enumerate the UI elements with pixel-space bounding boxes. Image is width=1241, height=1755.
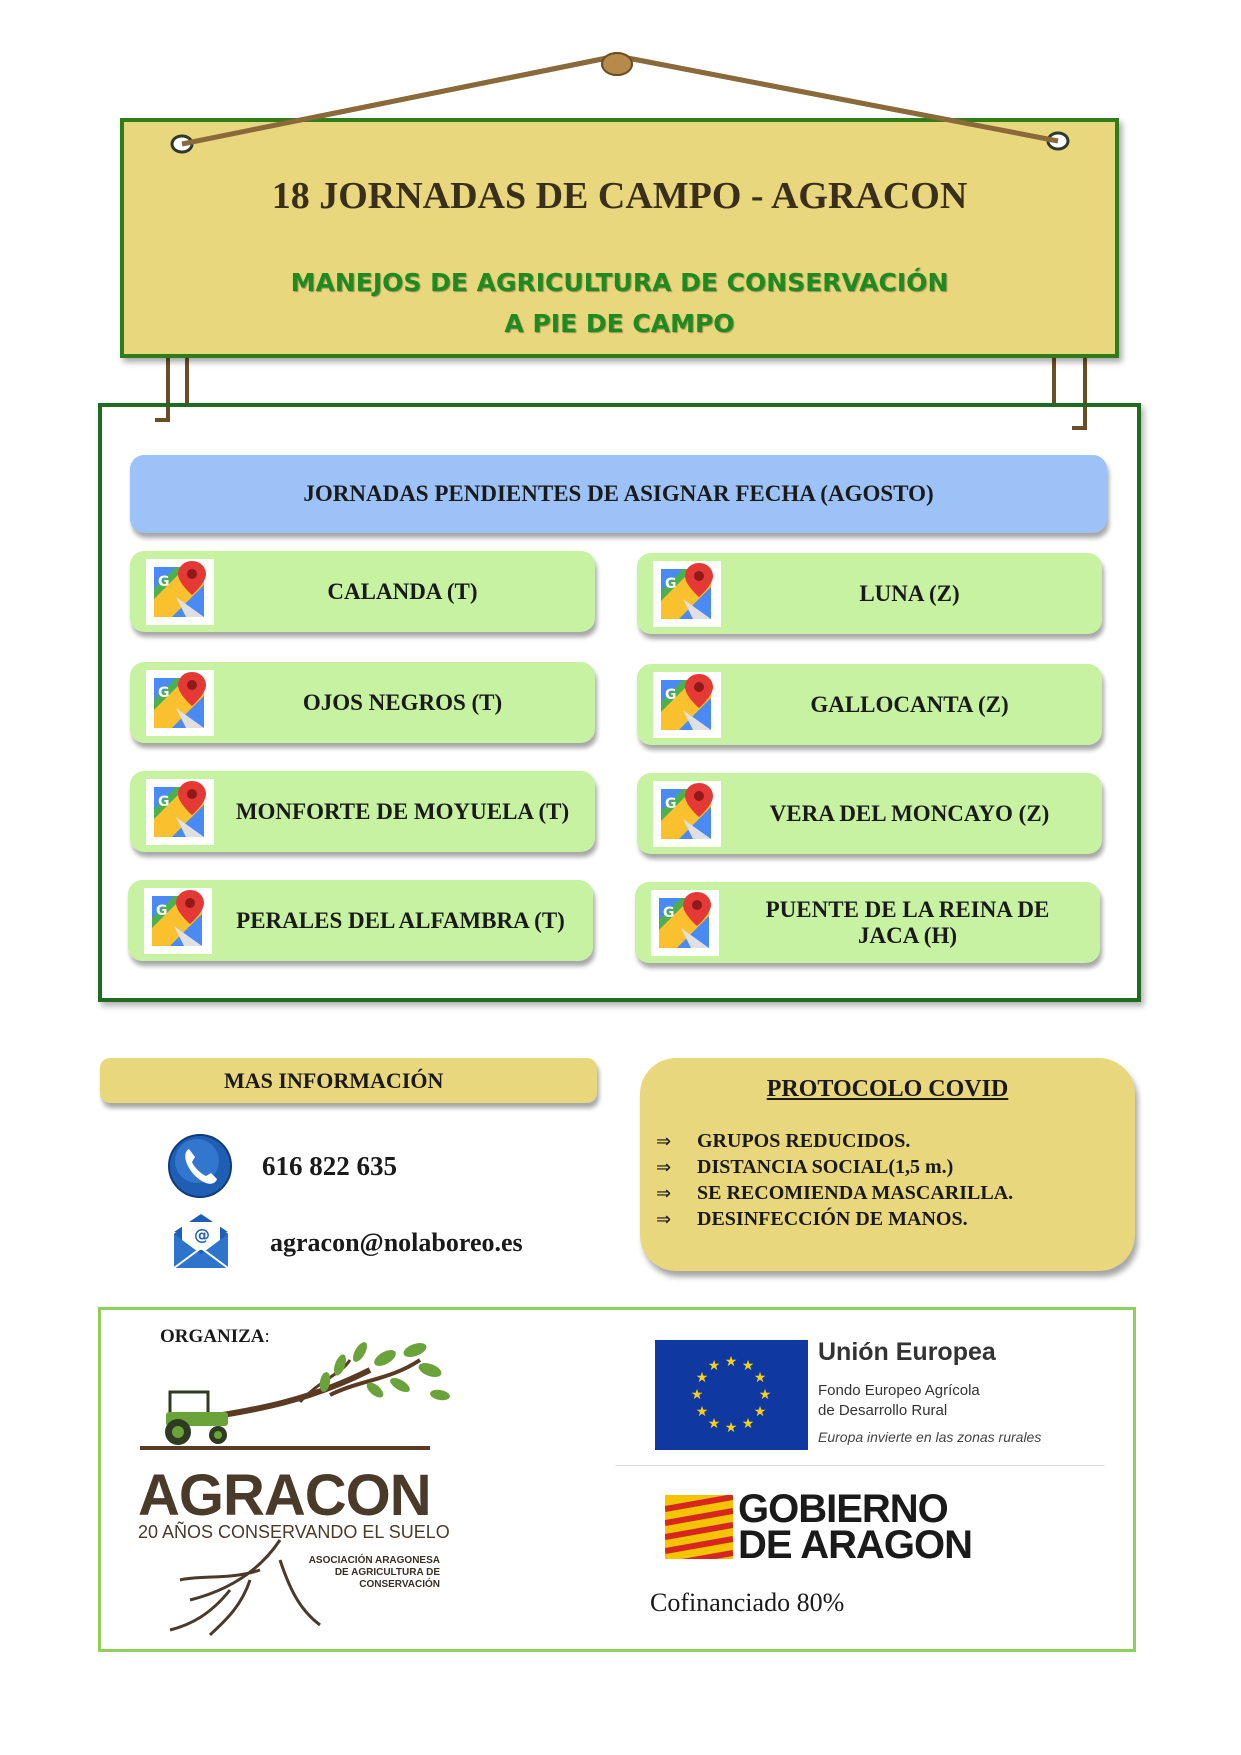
svg-text:★: ★ [753, 1370, 767, 1386]
svg-text:★: ★ [758, 1387, 772, 1403]
covid-item [656, 1206, 1013, 1232]
agracon-logo [130, 1340, 490, 1640]
svg-text:@: @ [194, 1225, 210, 1244]
arrow-icon: ⇒ [656, 1131, 672, 1152]
location-name: MONFORTE DE MOYUELA (T) [235, 798, 570, 824]
pending-dates-label: JORNADAS PENDIENTES DE ASIGNAR FECHA (AGOSTO) [303, 481, 934, 506]
location-card[interactable] [637, 553, 1102, 634]
covid-item-text: GRUPOS REDUCIDOS. [697, 1130, 911, 1152]
cofinanciado-text: Cofinanciado 80% [650, 1588, 845, 1617]
location-name: VERA DEL MONCAYO (Z) [769, 800, 1050, 826]
email-address[interactable]: agracon@nolaboreo.es [270, 1228, 523, 1257]
location-name: PUENTE DE LA REINA DE JACA (H) [765, 896, 1050, 948]
eu-title: Unión Europea [818, 1338, 996, 1366]
location-card[interactable] [128, 880, 593, 961]
location-name: LUNA (Z) [859, 580, 960, 606]
svg-text:★: ★ [707, 1416, 721, 1432]
location-card[interactable] [130, 662, 595, 743]
header-sign [120, 118, 1119, 358]
google-maps-icon[interactable] [653, 561, 721, 627]
covid-item-text: DESINFECCIÓN DE MANOS. [697, 1208, 968, 1230]
location-card[interactable] [637, 773, 1102, 854]
location-name: PERALES DEL ALFAMBRA (T) [236, 907, 565, 933]
location-card[interactable] [635, 882, 1100, 963]
agracon-name: AGRACON [138, 1463, 431, 1528]
covid-item [656, 1128, 1013, 1154]
eu-flag [655, 1340, 808, 1450]
agracon-tagline: 20 AÑOS CONSERVANDO EL SUELO [138, 1522, 450, 1542]
pending-dates-banner [130, 455, 1107, 533]
location-card[interactable] [130, 771, 595, 852]
location-name: OJOS NEGROS (T) [302, 689, 503, 715]
eu-tagline: Europa invierte en las zonas rurales [818, 1429, 1042, 1445]
google-maps-icon[interactable] [653, 781, 721, 847]
organiza-label: ORGANIZA: [160, 1326, 270, 1347]
svg-text:★: ★ [695, 1404, 709, 1420]
page-subtitle [124, 262, 1115, 344]
page-title: 18 JORNADAS DE CAMPO - AGRACON [271, 175, 968, 217]
google-maps-icon[interactable] [651, 890, 719, 956]
phone-icon[interactable] [167, 1133, 233, 1199]
gobierno-aragon-logo [738, 1487, 972, 1567]
more-info-label: MAS INFORMACIÓN [224, 1068, 444, 1093]
subtitle-line-2: A PIE DE CAMPO [504, 309, 735, 338]
arrow-icon: ⇒ [656, 1183, 672, 1204]
organiza-text: ORGANIZA [160, 1326, 265, 1347]
email-icon[interactable] [170, 1210, 232, 1272]
covid-item [656, 1154, 1013, 1180]
agracon-assoc-line3: CONSERVACIÓN [359, 1579, 440, 1590]
aragon-line-1: GOBIERNO [738, 1487, 948, 1531]
agracon-assoc-line2: DE AGRICULTURA DE [334, 1567, 440, 1578]
covid-item-text: SE RECOMIENDA MASCARILLA. [697, 1182, 1014, 1204]
eu-fund-line-2: de Desarrollo Rural [818, 1402, 948, 1419]
aragon-flag-icon [665, 1495, 733, 1559]
google-maps-icon[interactable] [146, 559, 214, 625]
eu-fund-line-1: Fondo Europeo Agrícola [818, 1382, 980, 1399]
agracon-assoc-line1: ASOCIACIÓN ARAGONESA [308, 1555, 440, 1566]
arrow-icon: ⇒ [656, 1157, 672, 1178]
svg-text:★: ★ [753, 1404, 767, 1420]
covid-item [656, 1180, 1013, 1206]
covid-title: PROTOCOLO COVID [766, 1076, 1009, 1102]
phone-number[interactable]: 616 822 635 [262, 1151, 397, 1181]
svg-text:★: ★ [707, 1358, 721, 1374]
google-maps-icon[interactable] [653, 672, 721, 738]
google-maps-icon[interactable] [146, 670, 214, 736]
divider [615, 1465, 1105, 1466]
location-card[interactable] [637, 664, 1102, 745]
google-maps-icon[interactable] [146, 779, 214, 845]
aragon-line-2: DE ARAGON [738, 1523, 972, 1567]
svg-text:★: ★ [724, 1354, 738, 1370]
eu-fund [818, 1381, 1048, 1421]
google-maps-icon[interactable] [144, 888, 212, 954]
subtitle-line-1: MANEJOS DE AGRICULTURA DE CONSERVACIÓN [290, 268, 949, 297]
location-name: GALLOCANTA (Z) [810, 691, 1009, 717]
covid-protocol-box [640, 1058, 1135, 1271]
svg-text:★: ★ [724, 1420, 738, 1436]
location-card[interactable] [130, 551, 595, 632]
svg-text:★: ★ [741, 1358, 755, 1374]
covid-list [656, 1128, 1013, 1232]
svg-text:★: ★ [690, 1387, 704, 1403]
location-name: CALANDA (T) [327, 578, 478, 604]
more-info-banner [100, 1058, 597, 1103]
covid-item-text: DISTANCIA SOCIAL(1,5 m.) [697, 1156, 954, 1178]
svg-text:★: ★ [695, 1370, 709, 1386]
svg-text:★: ★ [741, 1416, 755, 1432]
arrow-icon: ⇒ [656, 1209, 672, 1230]
